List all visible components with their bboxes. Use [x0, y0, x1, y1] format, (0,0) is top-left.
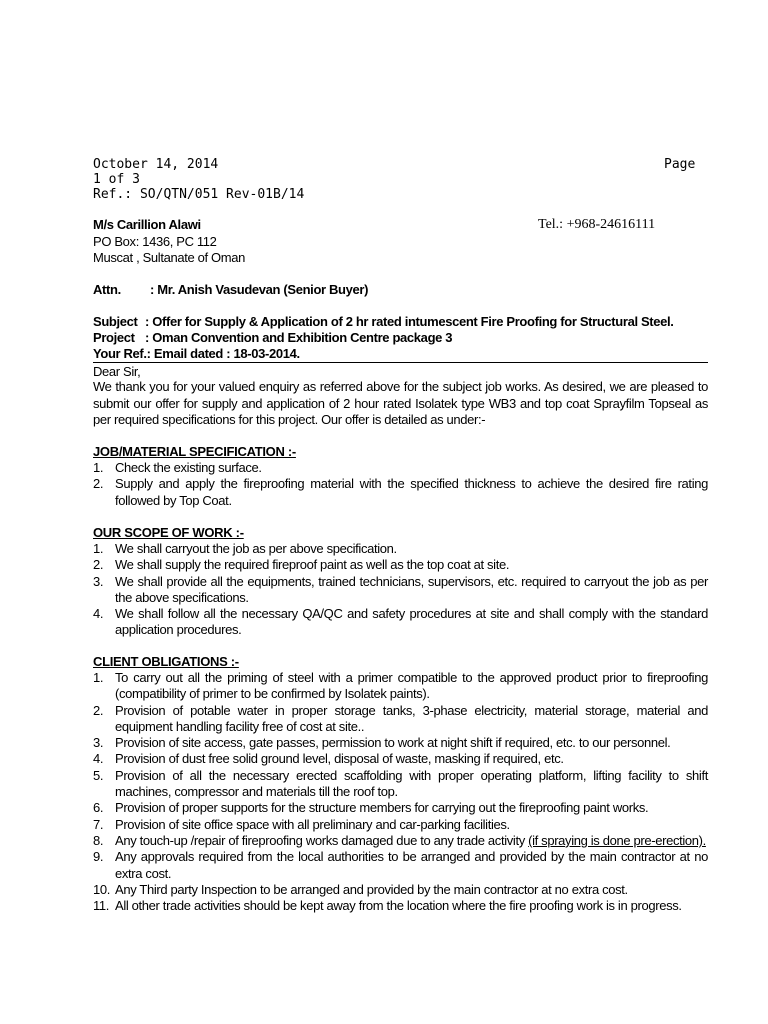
- item-text: Supply and apply the fireproofing material with the specified thickness to achieve the desired fire rating followed by Top Coat.: [115, 476, 708, 508]
- list-item: [93, 541, 708, 557]
- client-obligations-heading: CLIENT OBLIGATIONS :-: [93, 654, 239, 669]
- item-number: 2.: [93, 476, 104, 492]
- item-number: 8.: [93, 832, 104, 848]
- item-number: 4.: [93, 606, 104, 622]
- list-item: [93, 882, 708, 898]
- item-underlined-text: (if spraying is done pre-erection).: [528, 832, 706, 848]
- list-item: [93, 703, 708, 736]
- list-item: [93, 557, 708, 573]
- item-text: Provision of site access, gate passes, permission to work at night shift if required, etc. to our personnel.: [115, 735, 671, 751]
- item-number: 2.: [93, 702, 104, 718]
- list-item: [93, 460, 708, 476]
- item-text: Any approvals required from the local authorities to be arranged and provided by the main contractor at no extra cost.: [115, 849, 708, 881]
- intro-paragraph: We thank you for your valued enquiry as referred above for the subject job works. As desired, we are pleased to submit our offer for supply and application of 2 hour rated Isolatek type WB3 and top coat Sprayfilm Topseal as per required specifications for this project. Our offer is detailed as under:-: [93, 379, 708, 427]
- item-number: 4.: [93, 751, 104, 767]
- item-number: 9.: [93, 849, 104, 865]
- list-item: [93, 606, 708, 639]
- reference-number: Ref.: SO/QTN/051 Rev-01B/14: [93, 187, 305, 202]
- item-number: 1.: [93, 670, 104, 685]
- attention-label: Attn.: [93, 282, 121, 297]
- list-item: [93, 476, 708, 509]
- attention-value: : Mr. Anish Vasudevan (Senior Buyer): [150, 282, 369, 297]
- item-number: 3.: [93, 735, 104, 751]
- item-text: We shall provide all the equipments, trained technicians, supervisors, etc. required to carryout the job as per the above specifications.: [115, 573, 708, 605]
- item-number: 6.: [93, 800, 104, 816]
- item-text: Any touch-up /repair of fireproofing works damaged due to any trade activity: [115, 832, 529, 848]
- scope-list: [93, 541, 708, 639]
- job-spec-list: [93, 460, 708, 509]
- item-text: Check the existing surface.: [115, 460, 262, 475]
- item-text: To carry out all the priming of steel with a primer compatible to the approved product prior to fireproofing (compatibility of primer to be confirmed by Isolatek paints).: [115, 670, 708, 702]
- item-text: We shall carryout the job as per above specification.: [115, 541, 397, 556]
- item-number: 10.: [93, 881, 111, 897]
- item-number: 3.: [93, 573, 104, 589]
- item-text: Provision of all the necessary erected scaffolding with proper operating platform, lifting facility to shift machines, compressor and materials till the roof top.: [115, 767, 708, 800]
- list-item: [93, 849, 708, 882]
- list-item: [93, 735, 708, 751]
- list-item: [93, 751, 708, 767]
- list-item: [93, 833, 708, 849]
- list-item: [93, 898, 708, 914]
- list-item: [93, 574, 708, 607]
- item-text: All other trade activities should be kept away from the location where the fire proofing work is in progress.: [115, 898, 682, 914]
- item-text: Provision of proper supports for the structure members for carrying out the fireproofing paint works.: [115, 800, 649, 816]
- client-obligations-list: [93, 670, 708, 914]
- item-number: 1.: [93, 460, 104, 475]
- list-item: [93, 768, 708, 801]
- project-label: Project: [93, 330, 135, 345]
- page-count: 1 of 3: [93, 172, 140, 187]
- item-text: We shall follow all the necessary QA/QC and safety procedures at site and shall comply with the standard application procedures.: [115, 606, 708, 638]
- item-text: We shall supply the required fireproof paint as well as the top coat at site.: [115, 557, 510, 573]
- recipient-phone: Tel.: +968-24616111: [538, 217, 656, 232]
- project-value: : Oman Convention and Exhibition Centre package 3: [145, 330, 453, 345]
- page-label: Page: [664, 157, 696, 172]
- item-number: 11.: [93, 898, 110, 914]
- scope-heading: OUR SCOPE OF WORK :-: [93, 525, 244, 540]
- subject-value: : Offer for Supply & Application of 2 hr rated intumescent Fire Proofing for Structural Steel.: [145, 314, 674, 329]
- item-text: Provision of potable water in proper storage tanks, 3-phase electricity, material storage, material and equipment handling facility free of cost at site..: [115, 702, 708, 734]
- item-text: Provision of dust free solid ground level, disposal of waste, masking if required, etc.: [115, 751, 564, 767]
- item-text: Provision of site office space with all preliminary and car-parking facilities.: [115, 816, 510, 832]
- item-number: 1.: [93, 541, 104, 556]
- list-item: [93, 817, 708, 833]
- item-number: 5.: [93, 767, 104, 783]
- recipient-address-line2: Muscat , Sultanate of Oman: [93, 250, 246, 265]
- recipient-name: M/s Carillion Alawi: [93, 217, 201, 232]
- divider-line: [93, 362, 708, 363]
- job-spec-heading: JOB/MATERIAL SPECIFICATION :-: [93, 444, 296, 459]
- item-number: 2.: [93, 557, 104, 573]
- your-reference: Your Ref.: Email dated : 18-03-2014.: [93, 346, 300, 361]
- list-item: [93, 800, 708, 816]
- list-item: [93, 670, 708, 703]
- item-text: Any Third party Inspection to be arranged and provided by the main contractor at no extra cost.: [115, 881, 628, 897]
- recipient-address-line1: PO Box: 1436, PC 112: [93, 234, 217, 249]
- item-number: 7.: [93, 816, 104, 832]
- subject-label: Subject: [93, 314, 138, 329]
- salutation: Dear Sir,: [93, 364, 141, 379]
- letter-date: October 14, 2014: [93, 157, 219, 172]
